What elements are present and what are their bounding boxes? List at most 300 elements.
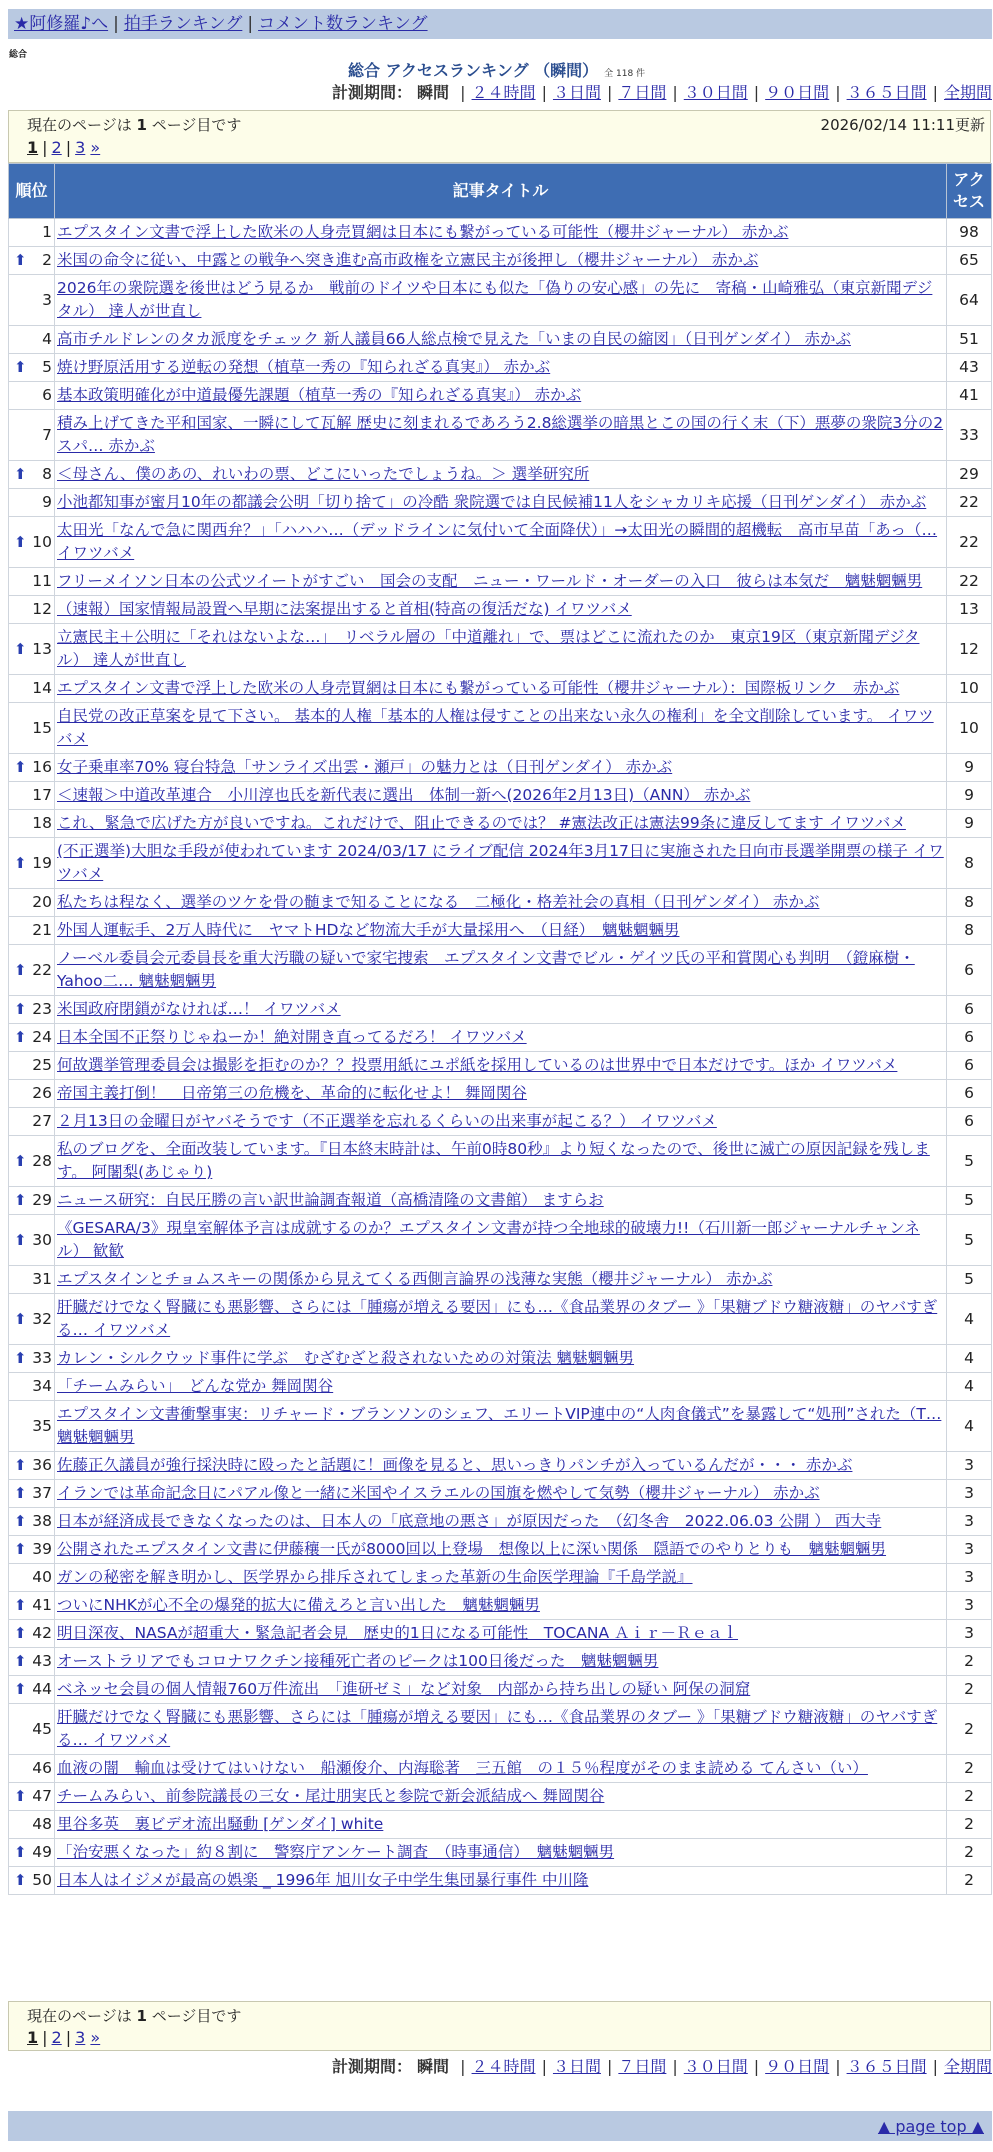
title-cell [55, 1755, 947, 1783]
rank-up-arrow-icon: ⬆ [14, 1540, 27, 1558]
article-link[interactable]: 私たちは程なく、選挙のツケを骨の髄まで知ることになる 二極化・格差社会の真相（日刊ゲンダイ） 赤かぶ [57, 893, 820, 911]
table-row [9, 1108, 992, 1136]
rank-number: 9 [42, 493, 52, 511]
article-link[interactable]: 日本人はイジメが最高の娯楽 _ 1996年 旭川女子中学生集団暴行事件 中川隆 [57, 1871, 589, 1889]
access-count: 10 [947, 675, 992, 703]
period-option-link[interactable]: ３０日間 [683, 2057, 748, 2076]
table-row [9, 624, 992, 675]
rank-number: 43 [32, 1652, 52, 1670]
rank-up-arrow-icon: ⬆ [14, 1484, 27, 1502]
article-link[interactable]: ニュース研究：自民圧勝の言い訳世論調査報道（高橋清隆の文書館） ますらお [57, 1191, 604, 1209]
table-row [9, 945, 992, 996]
article-link[interactable]: 日本全国不正祭りじゃねーか！絶対開き直ってるだろ！ イワツバメ [57, 1028, 527, 1046]
table-row [9, 1345, 992, 1373]
rank-number: 6 [42, 386, 52, 404]
access-count: 6 [947, 945, 992, 996]
access-count: 29 [947, 461, 992, 489]
access-count: 43 [947, 354, 992, 382]
rank-number: 20 [32, 893, 52, 911]
applause-ranking-link[interactable]: 拍手ランキング [123, 14, 243, 34]
access-count: 2 [947, 1676, 992, 1704]
bottom-bar [8, 2111, 992, 2141]
title-cell [55, 782, 947, 810]
pager-link[interactable]: 2 [51, 2028, 62, 2047]
title-cell [55, 754, 947, 782]
table-row [9, 917, 992, 945]
rank-number: 50 [32, 1871, 52, 1889]
period-option-link[interactable]: ７日間 [618, 2057, 667, 2076]
rank-number: 39 [32, 1540, 52, 1558]
rank-cell [9, 1648, 55, 1676]
rank-cell [9, 354, 55, 382]
access-count: 6 [947, 1024, 992, 1052]
article-link[interactable]: 肝臓だけでなく腎臓にも悪影響、さらには「腫瘍が増える要因」にも…《食品業界のタブー 》「果糖ブドウ糖液糖」のヤバすぎる… イワツバメ [57, 1298, 938, 1339]
rank-up-arrow-icon: ⬆ [14, 532, 27, 551]
title-cell [55, 568, 947, 596]
article-link[interactable]: 積み上げてきた平和国家、一瞬にして瓦解 歴史に刻まれるであろう2.8総選挙の暗黒とこの国の行く末（下）悪夢の衆院3分の2 スパ… 赤かぶ [57, 414, 944, 455]
period-label-bottom: 計測期間： [331, 2057, 412, 2076]
rank-up-arrow-icon: ⬆ [14, 1456, 27, 1474]
pager-link[interactable]: 2 [51, 138, 62, 157]
table-row [9, 1839, 992, 1867]
article-link[interactable]: 基本政策明確化が中道最優先課題（植草一秀の『知られざる真実』） 赤かぶ [57, 386, 582, 404]
table-row [9, 275, 992, 326]
table-row [9, 889, 992, 917]
rank-cell [9, 782, 55, 810]
total-count: 全 118 件 [604, 69, 646, 79]
article-link[interactable]: 「治安悪くなった」約８割に 警察庁アンケート調査 （時事通信） 魑魅魍魎男 [57, 1843, 615, 1861]
table-row [9, 1648, 992, 1676]
title-cell [55, 517, 947, 568]
article-link[interactable]: 立憲民主＋公明に「それはないよな…」 リベラル層の「中道離れ」で、票はどこに流れたのか 東京19区（東京新聞デジタル） 達人が世直し [57, 628, 920, 669]
access-count: 4 [947, 1401, 992, 1452]
article-link[interactable]: エプスタインとチョムスキーの関係から見えてくる西側言論界の浅薄な実態（櫻井ジャーナル） 赤かぶ [57, 1270, 773, 1288]
title-cell [55, 1620, 947, 1648]
rank-cell [9, 247, 55, 275]
article-link[interactable]: ついにNHKが心不全の爆発的拡大に備えろと言い出した 魑魅魍魎男 [57, 1596, 540, 1614]
title-cell [55, 624, 947, 675]
access-count: 5 [947, 1266, 992, 1294]
status-panel-bottom [8, 2001, 991, 2051]
rank-up-arrow-icon: ⬆ [14, 1624, 27, 1642]
access-count: 6 [947, 1052, 992, 1080]
rank-up-arrow-icon: ⬆ [14, 1680, 27, 1698]
article-link[interactable]: カレン・シルクウッド事件に学ぶ むざむざと殺されないための対策法 魑魅魍魎男 [57, 1349, 635, 1367]
table-row [9, 996, 992, 1024]
rank-cell [9, 1452, 55, 1480]
title-cell [55, 410, 947, 461]
table-row [9, 410, 992, 461]
period-option-link[interactable]: ３日間 [552, 2057, 601, 2076]
access-count: 3 [947, 1536, 992, 1564]
current-page-text-bottom: 現在のページは 1 ページ目です [27, 2007, 242, 2025]
access-count: 3 [947, 1452, 992, 1480]
article-link[interactable]: 血液の闇 輸血は受けてはいけない 船瀬俊介、内海聡著 三五館 の１５％程度がそのまま読める てんさい（い） [57, 1759, 868, 1777]
title-cell [55, 996, 947, 1024]
rank-cell [9, 1592, 55, 1620]
title-cell [55, 703, 947, 754]
title-cell [55, 1052, 947, 1080]
pager-next-link[interactable]: » [90, 138, 101, 157]
rank-cell [9, 703, 55, 754]
table-row [9, 1620, 992, 1648]
page-title: 総合 アクセスランキング （瞬間） [347, 61, 599, 80]
article-link[interactable]: 米国政府閉鎖がなければ…！ イワツバメ [57, 1000, 341, 1018]
article-link[interactable]: これ、緊急で広げた方が良いですね。これだけで、阻止できるのでは？ #憲法改正は憲法99条に違反してます イワツバメ [57, 814, 906, 832]
title-cell [55, 675, 947, 703]
rank-up-arrow-icon: ⬆ [14, 1000, 27, 1018]
rank-cell [9, 1024, 55, 1052]
rank-number: 7 [42, 425, 52, 444]
rank-cell [9, 1052, 55, 1080]
rank-cell [9, 996, 55, 1024]
article-link[interactable]: 焼け野原活用する逆転の発想（植草一秀の『知られざる真実』） 赤かぶ [57, 358, 551, 376]
article-link[interactable]: ＜速報＞中道改革連合 小川淳也氏を新代表に選出 体制一新へ(2026年2月13日)（ANN） 赤かぶ [57, 786, 751, 804]
table-row [9, 1480, 992, 1508]
rank-number: 46 [32, 1759, 52, 1777]
title-cell [55, 1811, 947, 1839]
access-count: 4 [947, 1345, 992, 1373]
access-count: 2 [947, 1704, 992, 1755]
rank-cell [9, 1187, 55, 1215]
article-link[interactable]: オーストラリアでもコロナワクチン接種死亡者のピークは100日後だった 魑魅魍魎男 [57, 1652, 659, 1670]
table-row [9, 1867, 992, 1895]
rank-up-arrow-icon: ⬆ [14, 853, 27, 872]
rank-cell [9, 1215, 55, 1266]
table-row [9, 838, 992, 889]
rank-number: 48 [32, 1815, 52, 1833]
rank-number: 3 [42, 290, 52, 309]
rank-number: 49 [32, 1843, 52, 1861]
title-cell [55, 1508, 947, 1536]
table-row [9, 1536, 992, 1564]
table-row [9, 703, 992, 754]
rank-cell [9, 489, 55, 517]
rank-number: 17 [32, 786, 52, 804]
period-option-link[interactable]: ３６５日間 [846, 2057, 927, 2076]
ranking-table-body [9, 219, 992, 1895]
pager-bottom: 1 | 2 | 3 » [27, 2028, 101, 2047]
access-count: 9 [947, 754, 992, 782]
rank-up-arrow-icon: ⬆ [14, 960, 27, 979]
article-link[interactable]: 何故選挙管理委員会は撮影を拒むのか？？投票用紙にユポ紙を採用しているのは世界中で日本だけです。ほか イワツバメ [57, 1056, 898, 1074]
period-option-link[interactable]: ９０日間 [765, 83, 830, 102]
period-option-link[interactable]: 全期間 [943, 2057, 992, 2076]
article-link[interactable]: 米国の命令に従い、中露との戦争へ突き進む高市政権を立憲民主が後押し（櫻井ジャーナル） 赤かぶ [57, 251, 759, 269]
pager-top: 1 | 2 | 3 » [27, 138, 101, 157]
table-row [9, 596, 992, 624]
title-cell [55, 1345, 947, 1373]
rank-number: 31 [32, 1270, 52, 1288]
rank-number: 13 [32, 639, 52, 658]
rank-number: 45 [32, 1719, 52, 1738]
table-row [9, 1294, 992, 1345]
article-link[interactable]: ２月13日の金曜日がヤバそうです（不正選挙を忘れるくらいの出来事が起こる？） イワツバメ [57, 1112, 717, 1130]
article-link[interactable]: 自民党の改正草案を見て下さい。 基本的人権「基本的人権は侵すことの出来ない永久の権利」を全文削除しています。 イワツバメ [57, 707, 934, 748]
rank-cell [9, 1508, 55, 1536]
table-row [9, 326, 992, 354]
rank-number: 11 [32, 572, 52, 590]
access-count: 3 [947, 1564, 992, 1592]
period-option-link[interactable]: ３０日間 [683, 83, 748, 102]
rank-cell [9, 1676, 55, 1704]
access-count: 5 [947, 1187, 992, 1215]
table-row [9, 1401, 992, 1452]
table-row [9, 1676, 992, 1704]
rank-up-arrow-icon: ⬆ [14, 465, 27, 483]
rank-number: 12 [32, 600, 52, 618]
access-count: 98 [947, 219, 992, 247]
pager-current: 1 [27, 138, 39, 157]
access-count: 22 [947, 489, 992, 517]
rank-cell [9, 1755, 55, 1783]
rank-number: 21 [32, 921, 52, 939]
rank-cell [9, 1080, 55, 1108]
table-row [9, 782, 992, 810]
article-link[interactable]: （速報）国家情報局設置へ早期に法案提出すると首相(特高の復活だな) イワツバメ [57, 600, 632, 618]
rank-cell [9, 1401, 55, 1452]
title-cell [55, 838, 947, 889]
article-link[interactable]: ベネッセ会員の個人情報760万件流出 「進研ゼミ」など対象 内部から持ち出しの疑い 阿保の洞窟 [57, 1680, 751, 1698]
rank-number: 44 [32, 1680, 52, 1698]
access-count: 9 [947, 810, 992, 838]
access-count: 2 [947, 1867, 992, 1895]
rank-cell [9, 945, 55, 996]
access-count: 8 [947, 917, 992, 945]
rank-number: 8 [42, 465, 52, 483]
article-link[interactable]: チームみらい、前参院議長の三女・尾辻朋実氏と参院で新会派結成へ 舞岡関谷 [57, 1787, 605, 1805]
rank-cell [9, 1108, 55, 1136]
rank-up-arrow-icon: ⬆ [14, 358, 27, 376]
rank-up-arrow-icon: ⬆ [14, 1871, 27, 1889]
table-row [9, 1811, 992, 1839]
title-cell [55, 1480, 947, 1508]
title-cell [55, 1187, 947, 1215]
rank-number: 26 [32, 1084, 52, 1102]
title-cell [55, 382, 947, 410]
rank-number: 14 [32, 679, 52, 697]
period-option-link[interactable]: ７日間 [618, 83, 667, 102]
rank-up-arrow-icon: ⬆ [14, 1512, 27, 1530]
rank-up-arrow-icon: ⬆ [14, 1652, 27, 1670]
rank-number: 22 [32, 960, 52, 979]
article-link[interactable]: 日本が経済成長できなくなったのは、日本人の「底意地の悪さ」が原因だった （幻冬舎 2022.06.03 公開 ） 西大寺 [57, 1512, 882, 1530]
period-selector-top: 計測期間： 瞬間 | ２４時間 | ３日間 | ７日間 | ３０日間 | ９０日間 | ３６５日間 | 全期間 [331, 83, 992, 102]
article-link[interactable]: ノーベル委員会元委員長を重大汚職の疑いで家宅捜索 エプスタイン文書でビル・ゲイツ氏の平和賞関心も判明 （鐙麻樹・Yahoo二… 魑魅魍魎男 [57, 949, 915, 990]
rank-up-arrow-icon: ⬆ [14, 251, 27, 269]
rank-cell [9, 1704, 55, 1755]
period-option-link[interactable]: ９０日間 [765, 2057, 830, 2076]
article-link[interactable]: 肝臓だけでなく腎臓にも悪影響、さらには「腫瘍が増える要因」にも…《食品業界のタブー 》「果糖ブドウ糖液糖」のヤバすぎる… イワツバメ [57, 1708, 938, 1749]
article-link[interactable]: 公開されたエプスタイン文書に伊藤穰一氏が8000回以上登場 想像以上に深い関係 隠語でのやりとりも 魑魅魍魎男 [57, 1540, 887, 1558]
title-cell [55, 489, 947, 517]
article-link[interactable]: エプスタイン文書で浮上した欧米の人身売買網は日本にも繋がっている可能性（櫻井ジャーナル） 赤かぶ [57, 223, 789, 241]
rank-cell [9, 1564, 55, 1592]
rank-number: 25 [32, 1056, 52, 1074]
home-link[interactable]: ★阿修羅♪へ [14, 14, 109, 34]
access-count: 65 [947, 247, 992, 275]
rank-cell [9, 410, 55, 461]
table-row [9, 1755, 992, 1783]
article-link[interactable]: エプスタイン文書衝撃事実：リチャード・ブランソンのシェフ、エリートVIP連中の“人肉食儀式”を暴露して“処刑”された（T… 魑魅魍魎男 [57, 1405, 942, 1446]
table-row [9, 219, 992, 247]
article-link[interactable]: ＜母さん、僕のあの、れいわの票、どこにいったでしょうね。＞ 選挙研究所 [57, 465, 590, 483]
title-cell [55, 1266, 947, 1294]
rank-number: 35 [32, 1416, 52, 1435]
article-link[interactable]: 明日深夜、NASAが超重大・緊急記者会見 歴史的1日になる可能性 TOCANA Ａｉｒ－Ｒｅａｌ [57, 1624, 739, 1642]
table-row [9, 1052, 992, 1080]
table-row [9, 247, 992, 275]
title-cell [55, 596, 947, 624]
table-row [9, 1704, 992, 1755]
title-cell [55, 1592, 947, 1620]
rank-number: 30 [32, 1230, 52, 1249]
table-row [9, 1508, 992, 1536]
article-link[interactable]: (不正選挙)大胆な手段が使われています 2024/03/17 にライブ配信 2024年3月17日に実施された日向市長選挙開票の様子 イワツバメ [57, 842, 944, 883]
table-row [9, 382, 992, 410]
title-cell [55, 1536, 947, 1564]
rank-cell [9, 1373, 55, 1401]
title-cell [55, 1136, 947, 1187]
access-count: 6 [947, 1080, 992, 1108]
access-count: 8 [947, 838, 992, 889]
pager-next-link[interactable]: » [90, 2028, 101, 2047]
rank-cell [9, 675, 55, 703]
rank-number: 47 [32, 1787, 52, 1805]
table-row [9, 1783, 992, 1811]
rank-number: 34 [32, 1377, 52, 1395]
article-link[interactable]: 《GESARA/3》現皇室解体予言は成就するのか？エプスタイン文書が持つ全地球的破壊力!!（石川新一郎ジャーナルチャンネル） 歓歓 [57, 1219, 920, 1260]
table-header-row [9, 164, 992, 219]
article-link[interactable]: エプスタイン文書で浮上した欧米の人身売買網は日本にも繋がっている可能性（櫻井ジャーナル）：国際板リンク 赤かぶ [57, 679, 900, 697]
access-count: 8 [947, 889, 992, 917]
pager-link[interactable]: 3 [75, 2028, 86, 2047]
rank-number: 42 [32, 1624, 52, 1642]
article-link[interactable]: 私のブログを、全面改装しています。『日本終末時計は、午前0時80秒』より短くなったので、後世に滅亡の原因記録を残します。 阿闍梨(あじゃり) [57, 1140, 930, 1181]
ranking-table [8, 163, 992, 1895]
title-cell [55, 1024, 947, 1052]
rank-cell [9, 1480, 55, 1508]
page-top-link[interactable]: ▲ page top ▲ [877, 2117, 984, 2136]
access-count: 2 [947, 1648, 992, 1676]
article-link[interactable]: 佐藤正久議員が強行採決時に殴ったと話題に！画像を見ると、思いっきりパンチが入っているんだが・・・ 赤かぶ [57, 1456, 853, 1474]
access-count: 3 [947, 1508, 992, 1536]
table-row [9, 1564, 992, 1592]
title-cell [55, 1839, 947, 1867]
access-count: 3 [947, 1480, 992, 1508]
title-cell [55, 1648, 947, 1676]
section-tag: 総合 [9, 50, 28, 60]
table-row [9, 461, 992, 489]
title-cell [55, 1867, 947, 1895]
table-row [9, 810, 992, 838]
period-option-link[interactable]: 全期間 [943, 83, 992, 102]
title-cell [55, 1108, 947, 1136]
title-cell [55, 1080, 947, 1108]
table-row [9, 1266, 992, 1294]
rank-number: 36 [32, 1456, 52, 1474]
updated-time: 2026/02/14 11:11更新 [820, 116, 985, 134]
article-link[interactable]: 女子乗車率70% 寝台特急「サンライズ出雲・瀬戸」の魅力とは（日刊ゲンダイ） 赤かぶ [57, 758, 673, 776]
rank-cell [9, 838, 55, 889]
article-link[interactable]: 高市チルドレンのタカ派度をチェック 新人議員66人総点検で見えた「いまの自民の縮図」（日刊ゲンダイ） 赤かぶ [57, 330, 851, 348]
access-count: 22 [947, 568, 992, 596]
access-count: 64 [947, 275, 992, 326]
table-row [9, 1373, 992, 1401]
article-link[interactable]: 2026年の衆院選を後世はどう見るか 戦前のドイツや日本にも似た「偽りの安心感」の先に 寄稿・山崎雅弘（東京新聞デジタル） 達人が世直し [57, 279, 933, 320]
access-count: 41 [947, 382, 992, 410]
rank-number: 24 [32, 1028, 52, 1046]
comment-ranking-link[interactable]: コメント数ランキング [258, 14, 428, 34]
rank-cell [9, 275, 55, 326]
rank-cell [9, 889, 55, 917]
rank-cell [9, 1266, 55, 1294]
rank-number: 19 [32, 853, 52, 872]
article-link[interactable]: フリーメイソン日本の公式ツイートがすごい 国会の支配 ニュー・ワールド・オーダーの入口 彼らは本気だ 魑魅魍魎男 [57, 572, 923, 590]
table-row [9, 1080, 992, 1108]
rank-cell [9, 326, 55, 354]
rank-cell [9, 1811, 55, 1839]
rank-number: 29 [32, 1191, 52, 1209]
article-link[interactable]: 帝国主義打倒！ 日帝第三の危機を、革命的に転化せよ！ 舞岡関谷 [57, 1084, 527, 1102]
rank-number: 37 [32, 1484, 52, 1502]
rank-cell [9, 596, 55, 624]
title-cell [55, 354, 947, 382]
access-count: 3 [947, 1592, 992, 1620]
rank-number: 5 [42, 358, 52, 376]
access-count: 51 [947, 326, 992, 354]
period-current-bottom: 瞬間 [417, 2057, 450, 2076]
article-link[interactable]: 太田光「なんで急に関西弁？」「ハハハ…（デッドラインに気付いて全面降伏）」→太田光の瞬間的超機転 高市早苗「あっ（… イワツバメ [57, 521, 938, 562]
period-label: 計測期間： [331, 83, 412, 102]
rank-number: 33 [32, 1349, 52, 1367]
access-count: 13 [947, 596, 992, 624]
access-count: 2 [947, 1755, 992, 1783]
access-count: 5 [947, 1136, 992, 1187]
rank-number: 15 [32, 718, 52, 737]
title-cell [55, 917, 947, 945]
rank-number: 40 [32, 1568, 52, 1586]
rank-up-arrow-icon: ⬆ [14, 1151, 27, 1170]
table-row [9, 489, 992, 517]
title-cell [55, 1676, 947, 1704]
period-option-link[interactable]: ３６５日間 [846, 83, 927, 102]
rank-number: 18 [32, 814, 52, 832]
rank-number: 16 [32, 758, 52, 776]
article-link[interactable]: 里谷多英 裏ビデオ流出騒動 [ゲンダイ] white [57, 1815, 384, 1833]
rank-cell [9, 461, 55, 489]
article-link[interactable]: 外国人運転手、2万人時代に ヤマトHDなど物流大手が大量採用へ （日経） 魑魅魍魎男 [57, 921, 680, 939]
period-option-link[interactable]: ２４時間 [471, 83, 536, 102]
pager-link[interactable]: 3 [75, 138, 86, 157]
rank-up-arrow-icon: ⬆ [14, 1309, 27, 1328]
article-link[interactable]: ガンの秘密を解き明かし、医学界から排斥されてしまった革新の生命医学理論『千島学説』 [57, 1568, 693, 1586]
rank-cell [9, 1620, 55, 1648]
title-cell [55, 945, 947, 996]
title-cell [55, 1783, 947, 1811]
period-option-link[interactable]: ２４時間 [471, 2057, 536, 2076]
rank-cell [9, 1294, 55, 1345]
rank-number: 32 [32, 1309, 52, 1328]
rank-cell [9, 382, 55, 410]
article-link[interactable]: 小池都知事が蜜月10年の都議会公明「切り捨て」の冷酷 衆院選では自民候補11人をシャカリキ応援（日刊ゲンダイ） 赤かぶ [57, 493, 927, 511]
rank-cell [9, 1345, 55, 1373]
period-option-link[interactable]: ３日間 [552, 83, 601, 102]
article-link[interactable]: 「チームみらい」 どんな党か 舞岡関谷 [57, 1377, 334, 1395]
rank-up-arrow-icon: ⬆ [14, 639, 27, 658]
rank-cell [9, 517, 55, 568]
article-link[interactable]: イランでは革命記念日にパアル像と一緒に米国やイスラエルの国旗を燃やして気勢（櫻井ジャーナル） 赤かぶ [57, 1484, 820, 1502]
